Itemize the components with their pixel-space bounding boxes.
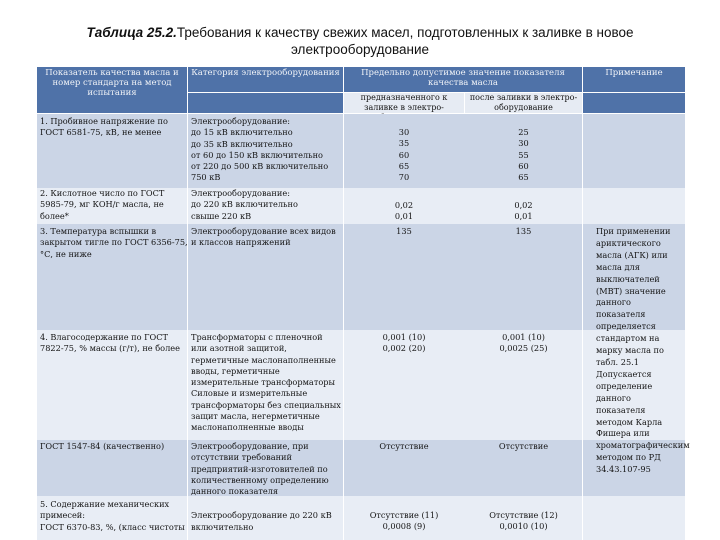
row6-indicator: 5. Содержание механических примесей: ГОСТ 6370-83, %, (класс чистоты xyxy=(40,499,185,532)
row4-after: 0,001 (10) 0,0025 (25) xyxy=(499,332,548,354)
row2-before: 0,02 0,01 xyxy=(394,200,414,222)
row1-category: Электрооборудование: до 15 кВ включительно до 35 кВ включительно от 60 до 150 кВ включительно от 220 до 500 кВ включительно 750 кВ xyxy=(191,116,329,183)
row2-indicator: 2. Кислотное число по ГОСТ 5985-79, мг КОН/г масла, не более* xyxy=(40,188,165,221)
row2-after: 0,02 0,01 xyxy=(514,200,533,222)
row5-after: Отсутствие xyxy=(498,441,549,451)
row4-indicator: 4. Влагосодержание по ГОСТ 7822-75, % массы (г/т), не более xyxy=(40,332,180,354)
row3-before: 135 xyxy=(396,226,412,236)
row6-after: Отсутствие (12) 0,0010 (10) xyxy=(489,510,558,532)
row5-indicator: ГОСТ 1547-84 (качественно) xyxy=(40,441,165,451)
header-after-fill: после заливки в электро-оборудование xyxy=(465,93,582,113)
row4-category: Трансформаторы с пленочной или азотной защитой, герметичные маслонаполненные вводы, герметичные измерительные трансформаторы Силовые и измерительные трансформаторы без специальных защит масла, негерметичные маслонаполненные вводы xyxy=(191,332,341,433)
row3-after: 135 xyxy=(515,226,532,236)
title-line1: Требования к качеству свежих масел, подготовленных к заливке в новое xyxy=(176,25,634,40)
row6-before: Отсутствие (11) 0,0008 (9) xyxy=(369,510,439,532)
row5-category: Электрооборудование, при отсутствии требований предприятий-изготовителей по количественному определению данного показателя xyxy=(191,441,329,497)
row2-category: Электрооборудование: до 220 кВ включительно свыше 220 кВ xyxy=(191,188,298,221)
row6-category: Электрооборудование до 220 кВ включительно xyxy=(191,510,332,532)
row3-category: Электрооборудование всех видов и классов напряжений xyxy=(191,226,336,248)
header-indicator: Показатель качества масла и номер стандарта на метод испытания xyxy=(37,67,187,113)
header-note-spacer xyxy=(583,93,685,113)
row1-after: 25 30 55 60 65 xyxy=(518,127,529,183)
note-text: При применении ариктического масла (АГК) или масла для выключателей (МВТ) значение данного показателя определяется стандартом на марку масла по табл. 25.1 Допускается определение данного показателя методом Карла Фишера или хроматографическим методом по РД 34.43.107-95 xyxy=(596,226,690,475)
header-before-fill: предназначенного к заливке в электро- xyxy=(344,93,464,113)
row4-before: 0,001 (10) 0,002 (20) xyxy=(382,332,426,354)
title-line2: электрооборудование xyxy=(290,42,430,57)
row1-indicator: 1. Пробивное напряжение по ГОСТ 6581-75, кВ, не менее xyxy=(40,116,168,138)
row1-before: 30 35 60 65 70 xyxy=(398,127,410,183)
col-divider-1 xyxy=(187,67,188,540)
row3-indicator: 3. Температура вспышки в закрытом тигле по ГОСТ 6356-75, °С, не ниже xyxy=(40,226,188,259)
header-note: Примечание xyxy=(583,67,685,92)
header-limit: Предельно допустимое значение показателя качества масла xyxy=(344,67,582,92)
table-number: Таблица 25.2. xyxy=(86,25,177,40)
header-category: Категория электрооборудования xyxy=(188,67,343,92)
col-divider-3 xyxy=(582,67,583,540)
header-spacer xyxy=(188,93,343,113)
table-title xyxy=(60,24,660,58)
row5-before: Отсутствие xyxy=(379,441,429,451)
